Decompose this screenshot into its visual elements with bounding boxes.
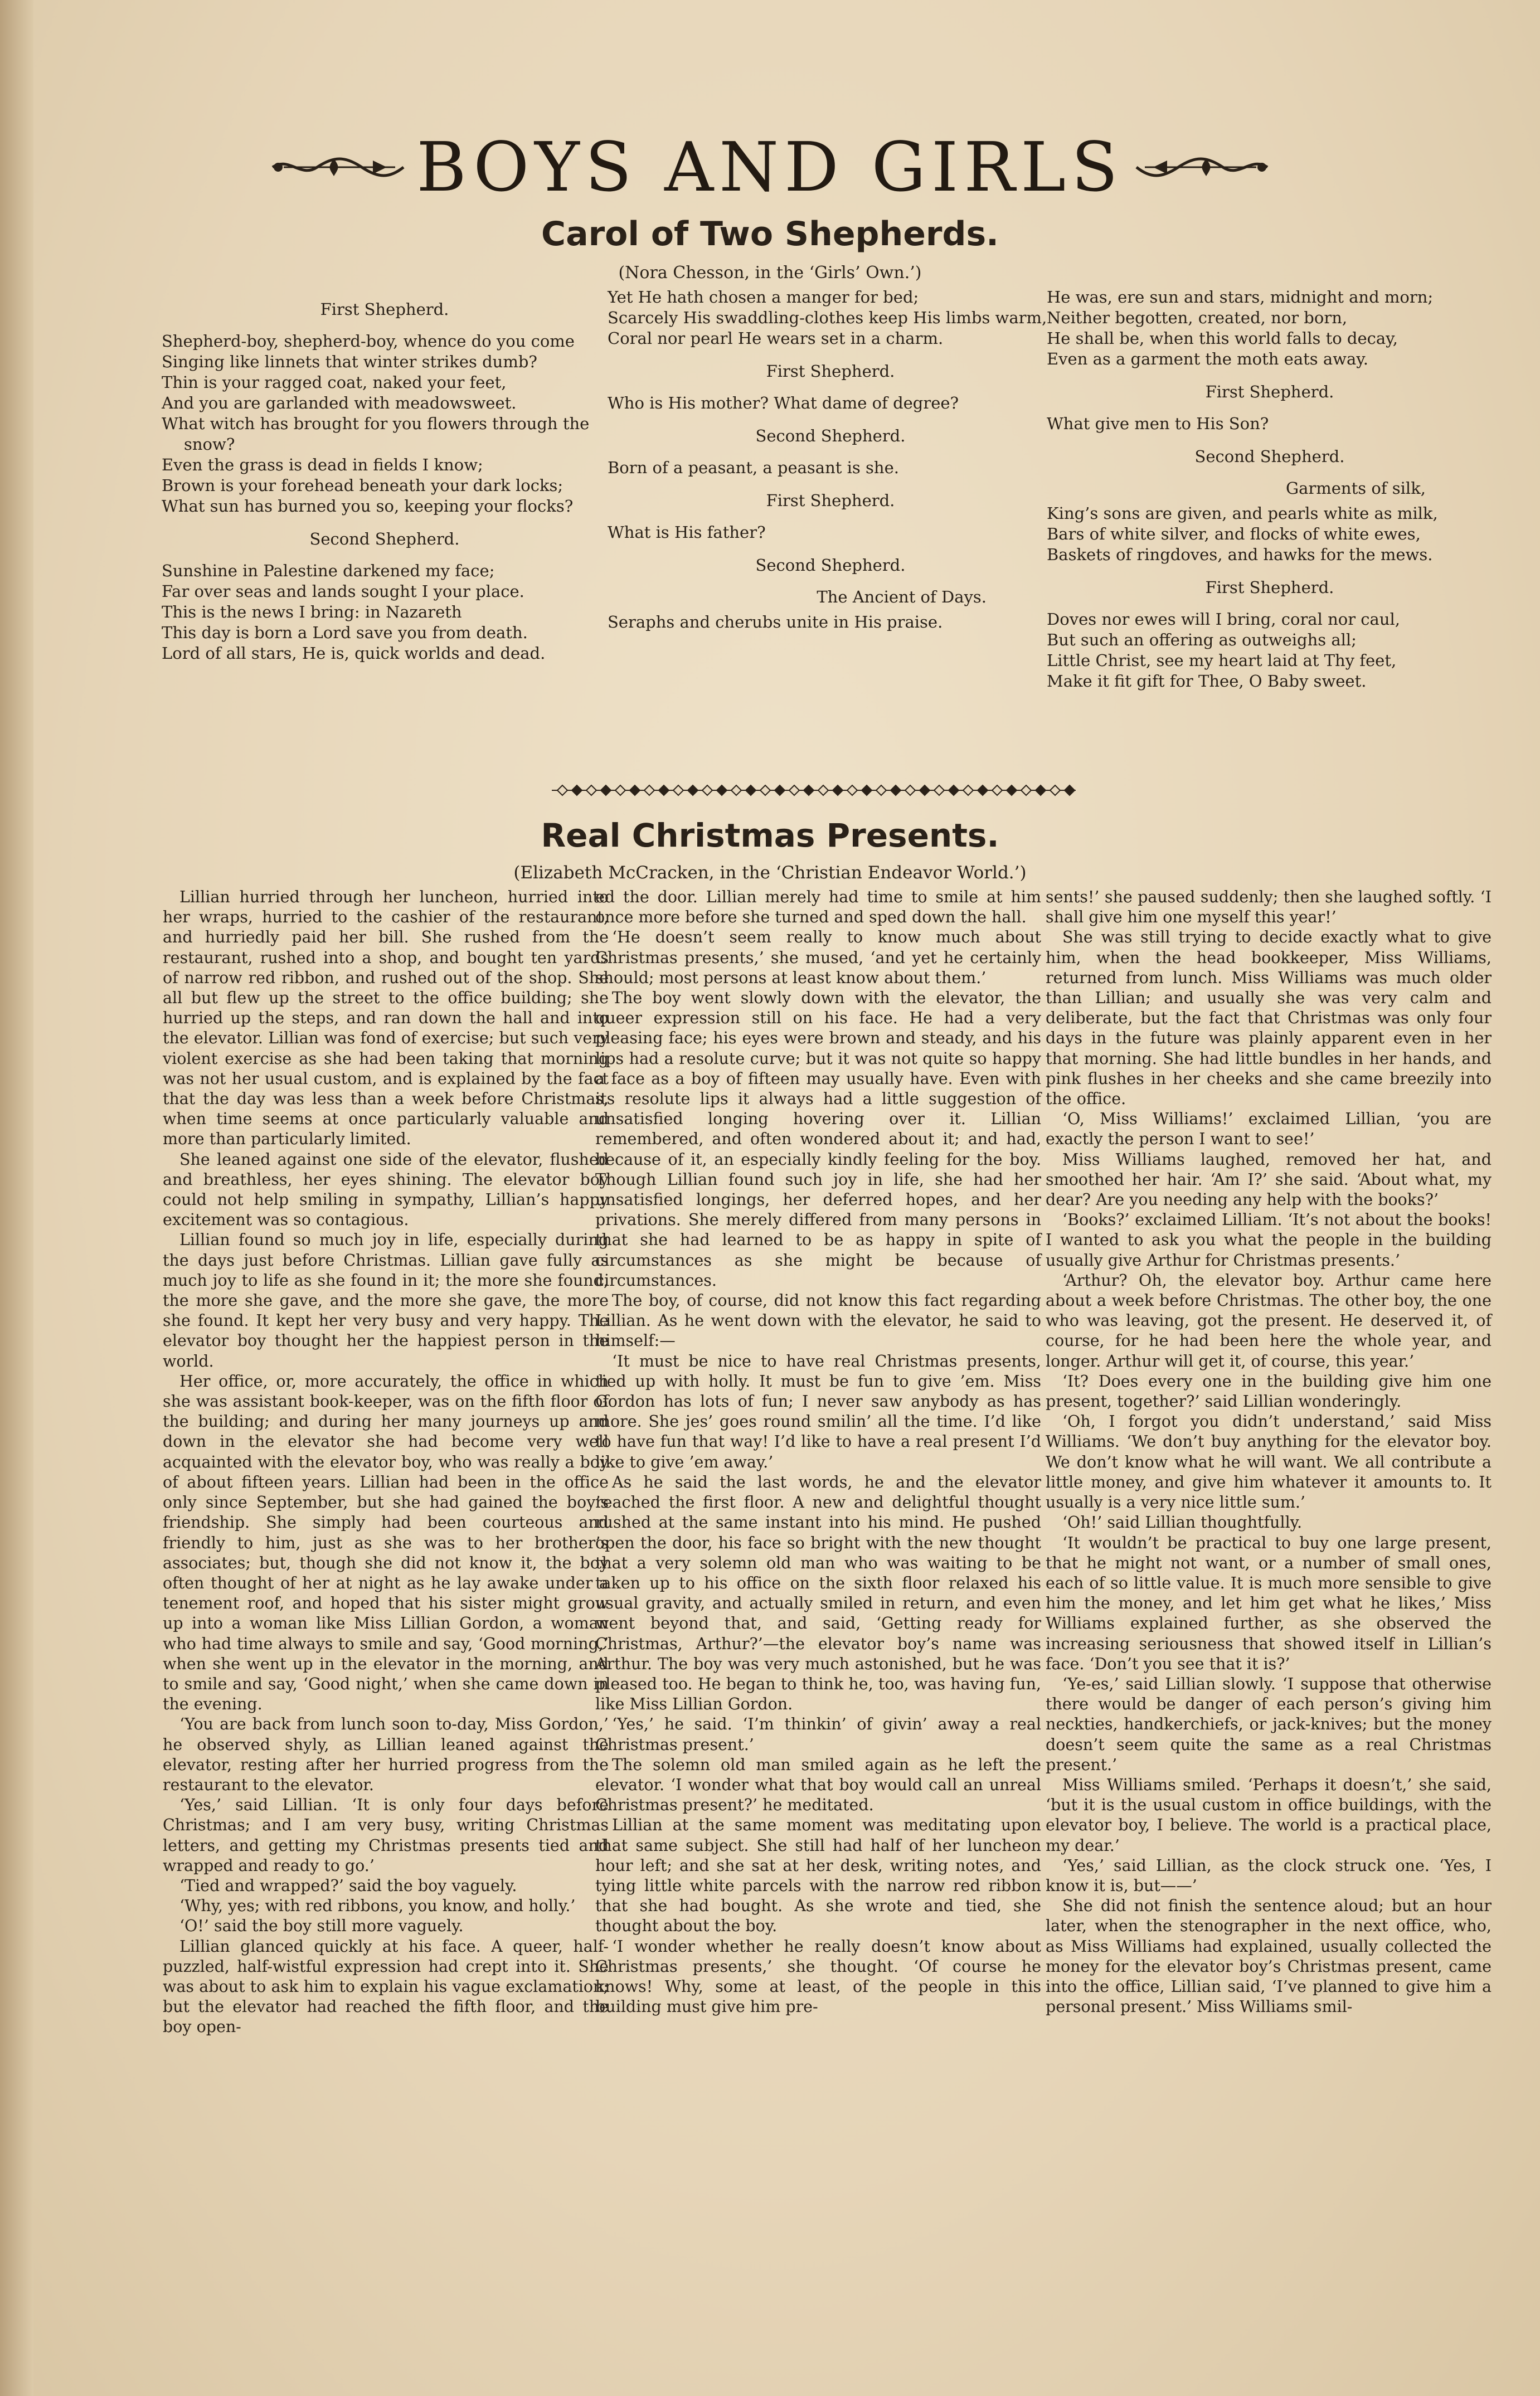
divider-diamond (659, 785, 669, 795)
story-author: (Elizabeth McCracken, in the ‘Christian Endeavor World.’) (513, 863, 1027, 883)
story-paragraph: She was still trying to decide exactly what to give him, when the head bookkeeper, Miss Williams, returned from lunch. Miss Williams was much older than Lillian; and usually she was very calm and deliberate, but the fact that Christmas was only four days in the future was plainly apparent even in her that morning. She had little bundles in her hands, and pink flushes in her cheeks and she came breezily into the office. (1046, 928, 1492, 1109)
divider-diamond (572, 785, 582, 795)
story-paragraph: ‘Ye-es,’ said Lillian slowly. ‘I suppose that otherwise there would be danger of each person’s giving him neckties, handkerchiefs, or jack-knives; but the money doesn’t seem quite the same as a real Christmas present.’ (1046, 1674, 1492, 1774)
poem-verse-line: Born of a peasant, a peasant is she. (608, 458, 899, 477)
divider-diamond (920, 785, 930, 795)
story-paragraph: ‘Oh!’ said Lillian thoughtfully. (1062, 1513, 1303, 1532)
divider-diamond (934, 785, 944, 795)
story-paragraph: Lillian glanced quickly at his face. A queer, half-puzzled, half-wistful expression had crept into it. She was about to ask him to explain his vague exclamation; but the elevator had reached the fifth floor, and the boy open- (163, 1937, 609, 2037)
poem-speaker-label: First Shepherd. (766, 491, 895, 510)
poem-column-1 (162, 287, 608, 664)
divider-diamond (891, 785, 901, 795)
story-paragraph: Lillian found so much joy in life, especially during the days just before Christmas. Lillian gave fully as much joy to life as she found in it; the more she found, the more she gave, and the more she gave, the more she found. It kept her very busy and very happy. The elevator boy thought her the happiest person in the world. (163, 1231, 609, 1370)
poem-speaker-label: Second Shepherd. (755, 556, 906, 575)
divider-diamond (978, 785, 988, 795)
story-paragraph: Her office, or, more accurately, the office in which she was assistant book-keeper, was on the fifth floor of the building; and during her many journeys up and down in the elevator she had become very well acquainted with the elevator boy, who was really a boy of about fifteen years. Lillian had been in the office only since September, but she had gained the boy’s friendship. She simply had been courteous and friendly to him, just as she was to her brother’s associates; but, though she did not know it, the boy often thought of her at night as he lay awake under a tenement roof, and hoped that his sister might grow up into a woman like Miss Lillian Gordon, a woman who had time always to smile and say, ‘Good morning,’ when she went up in the elevator in the morning, and to smile and say, ‘Good night,’ when she came down in the evening. (163, 1372, 609, 1714)
poem-verse-line: Sunshine in Palestine darkened my face; (162, 561, 495, 580)
poem-verse-line: Coral nor pearl He wears set in a charm. (608, 329, 944, 348)
divider-diamond (760, 785, 770, 795)
poem-speaker-label: First Shepherd. (1205, 578, 1334, 597)
poem-verse-line: Make it fit gift for Thee, O Baby sweet. (1047, 672, 1367, 691)
story-column-1 (163, 887, 609, 2038)
divider-diamond (905, 785, 915, 795)
story-paragraph: ‘Tied and wrapped?’ said the boy vaguely. (179, 1876, 517, 1895)
poem-verse-line: This is the news I bring: in Nazareth (162, 602, 462, 621)
story-paragraph: sents!’ she paused suddenly; then she laughed softly. ‘I shall give him one myself this year!’ (1046, 888, 1492, 927)
story-paragraph: She did not finish the sentence aloud; but an hour later, when the stenographer in the next office, who, as Miss Williams had explained, usually collected the money for the elevator boy’s Christmas present, came into the office, Lillian said, ‘I’ve planned to give him a personal present.’ Miss Williams smil- (1046, 1897, 1492, 2016)
poem-verse-line: Far over seas and lands sought I your place. (162, 582, 524, 601)
poem-speaker-label: Second Shepherd. (1194, 447, 1345, 466)
divider-diamond (731, 785, 741, 795)
story-paragraph: She leaned against one side of the elevator, flushed and breathless, her eyes shining. The elevator boy could not help smiling in sympathy, Lillian’s happy excitement was so contagious. (163, 1150, 609, 1229)
divider-diamond (804, 785, 814, 795)
divider-diamond (717, 785, 727, 795)
story-title: Real Christmas Presents. (541, 817, 999, 854)
poem-verse-line: But such an offering as outweighs all; (1047, 630, 1357, 649)
divider-diamond (586, 785, 596, 795)
poem-verse-line: The Ancient of Days. (817, 587, 987, 606)
poem-speaker-label: First Shepherd. (766, 362, 895, 381)
story-paragraph: Miss Williams laughed, removed her hat, and smoothed her hair. ‘Am I?’ she said. ‘About what, my dear? Are you needing any help with the books?’ (1046, 1150, 1492, 1209)
poem-verse-line: Even the grass is dead in fields I know; (162, 455, 483, 474)
section-title: BOYS AND GIRLS (416, 128, 1124, 207)
poem-verse-line: Doves nor ewes will I bring, coral nor caul, (1047, 610, 1401, 629)
divider-diamond (1050, 785, 1060, 795)
poem-verse-line: And you are garlanded with meadowsweet. (162, 393, 517, 412)
divider-diamond (1065, 785, 1075, 795)
poem-verse-line: Brown is your forehead beneath your dark locks; (162, 476, 563, 495)
divider-diamond (862, 785, 872, 795)
poem-speaker-label: First Shepherd. (320, 300, 449, 319)
story-paragraph: ‘Why, yes; with red ribbons, you know, and holly.’ (179, 1897, 576, 1916)
story-paragraph: ‘He doesn’t seem really to know much about Christmas presents,’ she mused, ‘and yet he certainly should; most persons at least know about them.’ (595, 928, 1041, 987)
poem-verse-line: King’s sons are given, and pearls white as milk, (1047, 504, 1438, 523)
divider-diamond (746, 785, 756, 795)
divider-diamond (949, 785, 959, 795)
poem-verse-line: This day is born a Lord save you from death. (162, 623, 528, 642)
divider-diamond (789, 785, 799, 795)
story-paragraph: ‘I wonder whether he really doesn’t know about Christmas presents,’ she thought. ‘Of course he knows! Why, some at least, of the people in this building must give him pre- (595, 1937, 1041, 2016)
story-paragraph: ‘Books?’ exclaimed Lilliam. ‘It’s not about the books! I wanted to ask you what the people in the building usually give Arthur for Christmas presents.’ (1046, 1211, 1492, 1270)
story-paragraph: Miss Williams smiled. ‘Perhaps it doesn’t,’ she said, ‘but it is the usual custom in office buildings, with the elevator boy, I believe. The world is a practical place, my dear.’ (1046, 1775, 1492, 1855)
poem-speaker-label: Second Shepherd. (309, 529, 460, 548)
poem-verse-line: What sun has burned you so, keeping your flocks? (162, 497, 574, 516)
poem-verse-line: Neither begotten, created, nor born, (1047, 308, 1348, 327)
poem-column-2 (608, 287, 1053, 633)
poem-verse-line: Thin is your ragged coat, naked your feet, (162, 373, 507, 392)
divider-diamond (688, 785, 698, 795)
story-paragraph: The boy went slowly down with the elevator, the queer expression still on his face. He had a very pleasing face; his eyes were brown and steady, and his lips had a resolute curve; but it was not quite so happy a face as a boy of fifteen may usually have. Even with its resolute lips it always had a little suggestion of unsatisfied longing hovering over it. Lillian remembered, and often wondered about it; and had, because of it, an especially kindly feeling for the boy. Though Lillian found such joy in life, she had her unsatisfied longings, her deferred hopes, and her privations. She merely differed from many persons in that she had learned to be as happy in spite of circumstances as she might be because of circumstances. (595, 989, 1041, 1290)
divider-diamond (818, 785, 828, 795)
divider-diamond (673, 785, 683, 795)
poem-verse-line: Who is His mother? What dame of degree? (608, 393, 959, 412)
story-paragraph: ‘It must be nice to have real Christmas presents, tied up with holly. It must be fun to give ’em. Miss Gordon has lots of fun; I never saw anybody as has more. She jes’ goes round smilin’ all the time. I’d like to have fun that way! I’d like to have a real present I’d like to give ’em away.’ (595, 1352, 1041, 1471)
poem-verse-line: He was, ere sun and stars, midnight and morn; (1047, 288, 1434, 307)
poem-verse-line: Yet He hath chosen a manger for bed; (608, 288, 919, 307)
poem-verse-line: Even as a garment the moth eats away. (1047, 349, 1369, 368)
poem-verse-line: Scarcely His swaddling-clothes keep His limbs warm, (608, 308, 1047, 327)
divider-diamond (876, 785, 886, 795)
divider-diamond (557, 785, 567, 795)
story-paragraph: ed the door. Lillian merely had time to smile at him once more before she turned and sped down the hall. (595, 888, 1041, 927)
page-binding-edge (0, 0, 33, 2396)
story-paragraph: ‘It? Does every one in the building give him one present, together?’ said Lillian wonderingly. (1046, 1372, 1492, 1411)
poem-verse-line: Singing like linnets that winter strikes dumb? (162, 352, 537, 371)
divider-diamond (1021, 785, 1031, 795)
divider-diamond (775, 785, 785, 795)
poem-speaker-label: Second Shepherd. (755, 426, 906, 445)
poem-verse-line: Shepherd-boy, shepherd-boy, whence do you come (162, 332, 575, 351)
divider-diamond (992, 785, 1002, 795)
poem-column-3 (1047, 287, 1493, 692)
story-paragraph: ‘Yes,’ he said. ‘I’m thinkin’ of givin’ away a real Christmas present.’ (595, 1715, 1041, 1754)
story-column-2 (595, 887, 1041, 2017)
divider-diamond (1007, 785, 1017, 795)
right-ornament-icon (1134, 150, 1273, 184)
poem-author: (Nora Chesson, in the ‘Girls’ Own.’) (618, 263, 922, 283)
poem-verse-line: Bars of white silver, and flocks of white ewes, (1047, 524, 1421, 543)
story-paragraph: ‘You are back from lunch soon to-day, Miss Gordon,’ he observed shyly, as Lillian leaned against the elevator, resting after her hurried progress from the restaurant to the elevator. (163, 1715, 609, 1794)
story-paragraph: ‘Oh, I forgot you didn’t understand,’ said Miss Williams. ‘We don’t buy anything for the elevator boy. We don’t know what he will want. We all contribute a little money, and give him whatever it amounts to. It usually is a very nice little sum.’ (1046, 1412, 1492, 1512)
poem-verse-line: Seraphs and cherubs unite in His praise. (608, 613, 943, 631)
story-paragraph: ‘O, Miss Williams!’ exclaimed Lillian, ‘you are exactly the person I want to see!’ (1046, 1110, 1492, 1149)
story-paragraph: As he said the last words, he and the elevator reached the first floor. A new and delightful thought rushed at the same instant into his mind. He pushed open the door, his face so bright with the new thought that a very solemn old man who was waiting to be taken up to his office on the sixth floor relaxed his usual gravity, and actually smiled in return, and even went beyond that, and said, ‘Getting ready for Christmas, Arthur?’—the elevator boy’s name was Arthur. The boy was very much astonished, but he was pleased too. He began to think he, too, was having fun, like Miss Lillian Gordon. (595, 1472, 1041, 1714)
story-column-3 (1046, 887, 1492, 2017)
divider-diamond (847, 785, 857, 795)
divider-diamond (1036, 785, 1046, 795)
poem-verse-line: Little Christ, see my heart laid at Thy feet, (1047, 651, 1397, 670)
story-paragraph: The solemn old man smiled again as he left the elevator. ‘I wonder what that boy would call an unreal Christmas present?’ he meditated. (595, 1755, 1041, 1815)
poem-title: Carol of Two Shepherds. (541, 215, 999, 254)
divider-diamond (833, 785, 843, 795)
poem-verse-line: What give men to His Son? (1047, 414, 1269, 433)
ornamental-divider-icon (546, 779, 1081, 801)
section-masthead (0, 120, 1540, 215)
story-paragraph: ‘Yes,’ said Lillian, as the clock struck one. ‘Yes, I know it is, but——’ (1046, 1856, 1492, 1895)
story-paragraph: Lillian at the same moment was meditating upon that same subject. She still had half of her luncheon hour left; and she sat at her desk, writing notes, and tying little white parcels with the narrow red ribbon that she had bought. As she wrote and tied, she thought about the boy. (595, 1816, 1041, 1936)
divider-diamond (702, 785, 712, 795)
poem-verse-line: Lord of all stars, He is, quick worlds and dead. (162, 644, 546, 663)
poem-verse-line: Baskets of ringdoves, and hawks for the mews. (1047, 545, 1433, 564)
story-paragraph: ‘O!’ said the boy still more vaguely. (179, 1917, 464, 1936)
divider-diamond (644, 785, 654, 795)
poem-verse-line: He shall be, when this world falls to decay, (1047, 329, 1398, 348)
story-paragraph: ‘Arthur? Oh, the elevator boy. Arthur came here about a week before Christmas. The other boy, the one who was leaving, got the present. He deserved it, of course, for he had been here the whole year, and longer. Arthur will get it, of course, this year.’ (1046, 1271, 1492, 1370)
divider-diamond (630, 785, 640, 795)
divider-diamond (601, 785, 611, 795)
story-paragraph: The boy, of course, did not know this fact regarding Lillian. As he went down with the elevator, he said to himself:— (595, 1291, 1041, 1350)
poem-verse-line: Garments of silk, (1285, 479, 1426, 498)
poem-speaker-label: First Shepherd. (1205, 382, 1334, 401)
divider-diamond (615, 785, 625, 795)
divider-diamond (963, 785, 973, 795)
poem-verse-line: What witch has brought for you flowers through the snow? (162, 414, 590, 454)
poem-verse-line: What is His father? (608, 523, 766, 542)
story-paragraph: ‘It wouldn’t be practical to buy one large present, that he might not want, or a number of small ones, each of so little value. It is much more sensible to give him the money, and let him get what he likes,’ Miss Williams explained further, as she observed the increasing seriousness that showed itself in Lillian’s face. ‘Don’t you see that it is?’ (1046, 1533, 1492, 1673)
story-paragraph: Lillian hurried through her luncheon, hurried into her wraps, hurried to the cashier of the restaurant, and hurriedly paid her bill. She rushed from the restaurant, rushed into a shop, and bought ten yards of narrow red ribbon, and rushed out of the shop. She all but flew up the street to the office building; she hurried up the steps, and ran down the hall and into the elevator. Lillian was fond of exercise; but such very violent exercise as she had been taking that morning was not her usual custom, and is explained by the fact that the day was less than a week before Christmas, when time seems at once particularly valuable and more than particularly limited. (163, 888, 609, 1149)
left-ornament-icon (267, 150, 406, 184)
story-paragraph: ‘Yes,’ said Lillian. ‘It is only four days before Christmas; and I am very busy, writing Christmas letters, and getting my Christmas presents tied and wrapped and ready to go.’ (163, 1796, 609, 1875)
